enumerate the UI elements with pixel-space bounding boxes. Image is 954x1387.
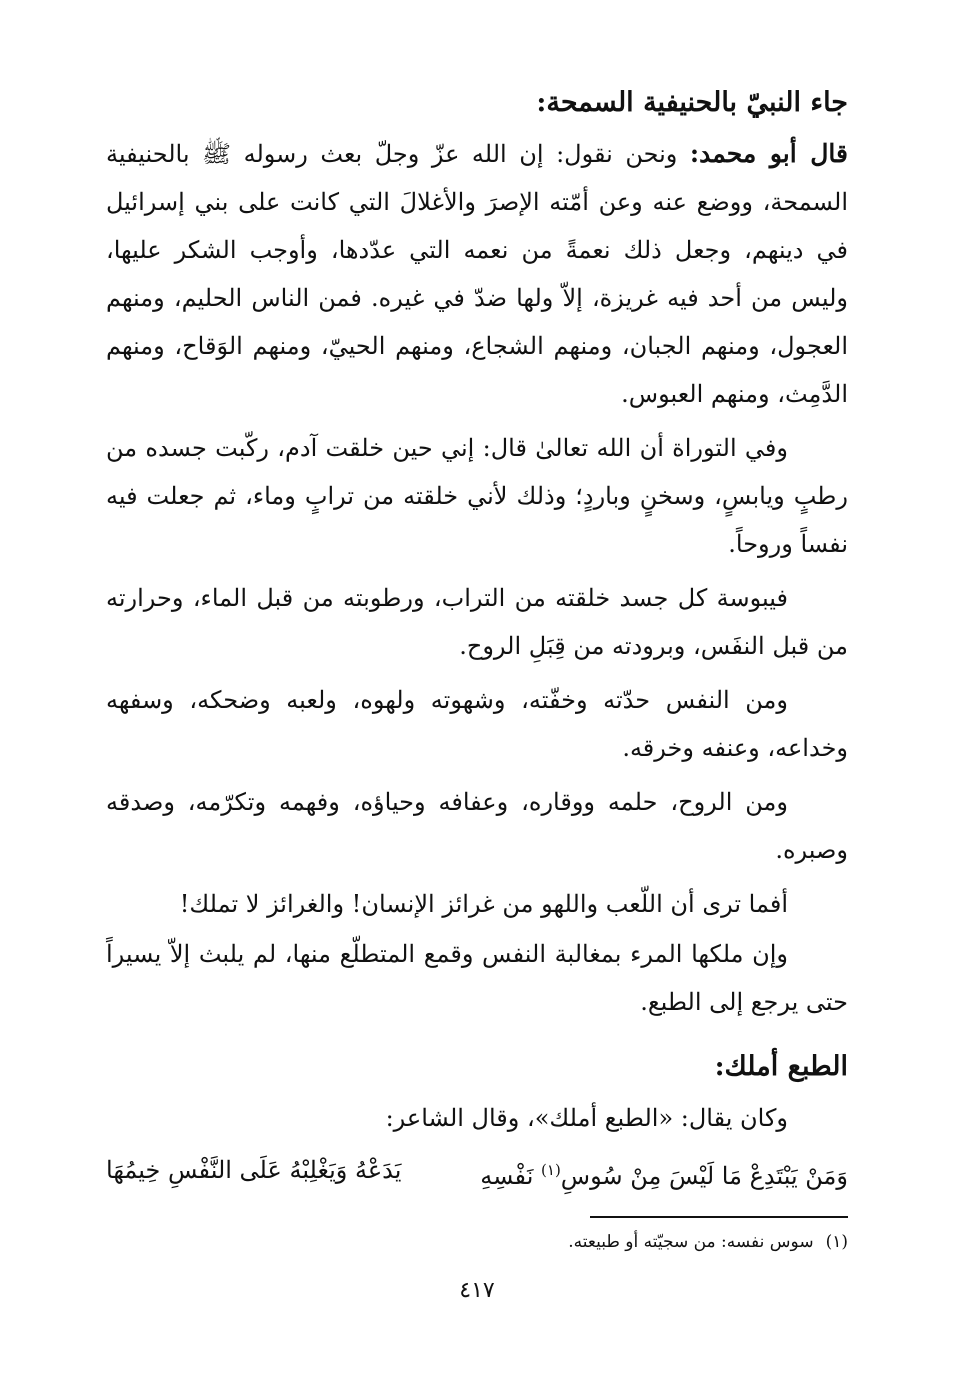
section-heading-nature: الطبع أملك: xyxy=(714,1051,848,1082)
paragraph-abu-muhammad xyxy=(106,130,848,418)
paragraph-instincts: أفما ترى أن اللّعب واللهو من غرائز الإنسان! والغرائز لا تملك! xyxy=(179,890,788,918)
footnote-number: (١) xyxy=(825,1232,848,1252)
footnote-divider xyxy=(590,1216,848,1218)
verse-second-hemistich: يَدَعْهُ وَيَغْلِبْهُ عَلَى النَّفْسِ خِيمُهَا xyxy=(106,1156,402,1184)
footnote-text: سوس نفسه: من سجيّته أو طبيعته. xyxy=(568,1232,814,1252)
paragraph-nafs: ومن النفس حدّته وخفّته، وشهوته ولهوه، ولعبه وضحكه، وسفهه وخداعه، وعنفه وخرقه. xyxy=(106,686,848,762)
paragraph-text: ونحن نقول: إن الله عزّ وجلّ بعث رسوله ﷺ بالحنيفية السمحة، ووضع عنه وعن أمّته الإصرَ والأغلالَ التي كانت على بني إسرائيل في دينهم، وجعل ذلك نعمةً من نعمه التي عدّدها، وأوجب الشكر عليها، وليس من أحد فيه غريزة، إلاّ ولها ضدّ في غيره. فمن الناس الحليم، ومنهم العجول، ومنهم الجبان، ومنهم الشجاع، ومنهم الحييّ، ومنهم الوَقاح، ومنهم الدَّمِث، ومنهم العبوس. xyxy=(106,140,848,408)
paragraph-torah: وفي التوراة أن الله تعالىٰ قال: إني حين خلقت آدم، ركّبت جسده من رطبٍ ويابسٍ، وسخنٍ وباردٍ؛ وذلك لأني خلقته من ترابٍ وماء، ثم جعلت فيه نفساً وروحاً. xyxy=(106,434,848,558)
poetry-verse xyxy=(106,1144,848,1202)
footnote xyxy=(106,1228,848,1256)
page-number: ٤١٧ xyxy=(459,1278,495,1303)
speaker-name: قال أبو محمد: xyxy=(689,139,848,168)
paragraph-dryness: فيبوسة كل جسد خلقته من التراب، ورطوبته من قبل الماء، وحرارته من قبل النفَس، وبرودته من قِبَلِ الروح. xyxy=(106,584,848,660)
paragraph-ruh: ومن الروح، حلمه ووقاره، وعفافه وحياؤه، وفهمه وتكرّمه، وصدقه وصبره. xyxy=(106,788,848,864)
verse-first-hemistich: وَمَنْ يَبْتَدِعْ مَا لَيْسَ مِنْ سُوسِ$^{(١)}$ نَفْسِهِ xyxy=(480,1161,848,1190)
paragraph-saying: وكان يقال: «الطبع أملك»، وقال الشاعر: xyxy=(385,1104,788,1132)
paragraph-mastery: وإن ملكها المرء بمغالبة النفس وقمع المتطلّع منها، لم يلبث إلاّ يسيراً حتى يرجع إلى الطبع. xyxy=(106,940,848,1016)
footnote-reference: (١) xyxy=(541,1161,561,1179)
section-heading-hanifiyya: جاء النبيّ بالحنيفية السمحة: xyxy=(536,87,848,118)
